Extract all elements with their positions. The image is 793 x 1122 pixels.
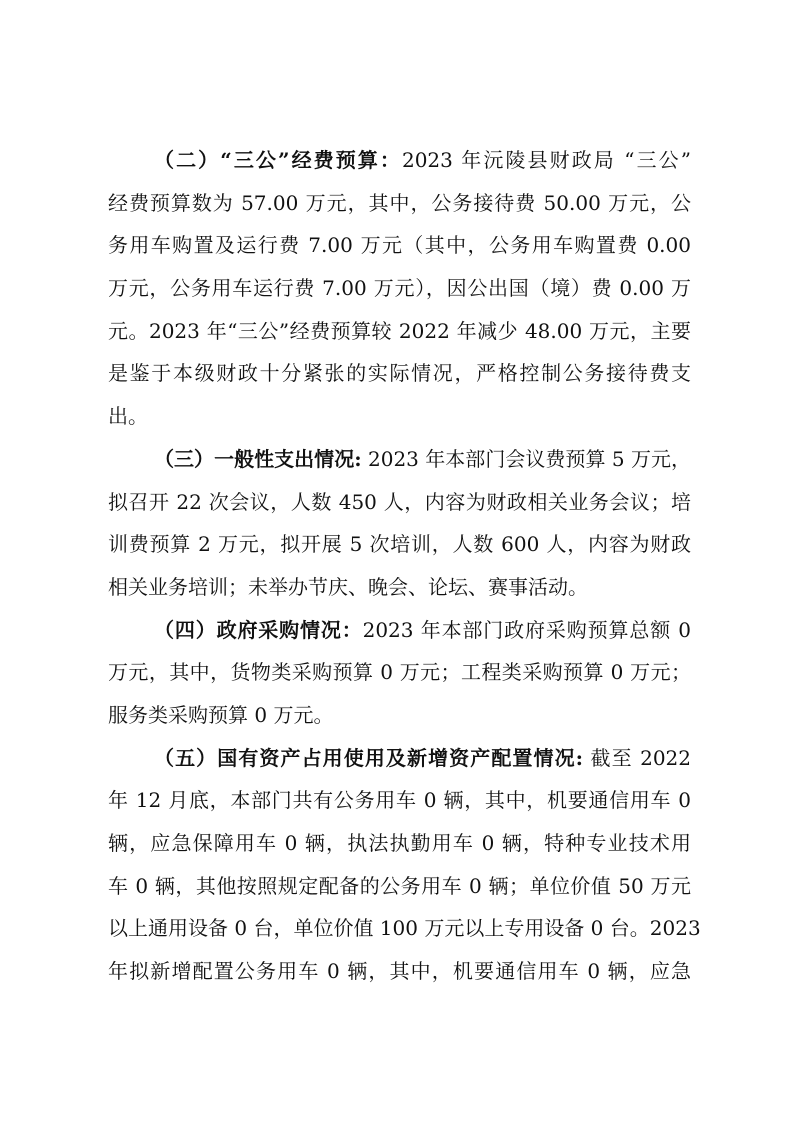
line-text: 出。 (108, 404, 148, 429)
text-line (108, 395, 691, 438)
text-line (108, 481, 691, 524)
line-text: 车 0 辆，其他按照规定配备的公务用车 0 辆；单位价值 50 万元 (108, 873, 691, 898)
text-line (108, 182, 691, 225)
line-text: 拟召开 22 次会议，人数 450 人，内容为财政相关业务会议；培 (108, 489, 691, 514)
text-line (108, 737, 691, 780)
line-text: 以上通用设备 0 台，单位价值 100 万元以上专用设备 0 台。2023 (108, 916, 701, 941)
line-text: 务用车购置及运行费 7.00 万元（其中，公务用车购置费 0.00 (108, 233, 691, 258)
line-text: 经费预算数为 57.00 万元，其中，公务接待费 50.00 万元，公 (108, 190, 691, 215)
text-line (108, 566, 691, 609)
text-line (108, 523, 691, 566)
text-line (108, 950, 691, 993)
text-line (108, 907, 701, 950)
section-heading: （五）国有资产占用使用及新增资产配置情况: (154, 745, 584, 770)
text-line (108, 438, 691, 481)
line-text: 相关业务培训；未举办节庆、晚会、论坛、赛事活动。 (108, 574, 588, 599)
text-line (108, 779, 691, 822)
document-page (108, 139, 701, 993)
section-heading: （二）“三公”经费预算： (154, 148, 402, 172)
line-text: 2023 年沅陵县财政局 “三公” (401, 148, 691, 172)
text-line (108, 822, 691, 865)
text-line (108, 139, 691, 182)
text-line (108, 267, 691, 310)
paragraph (108, 737, 701, 993)
section-heading: （三）一般性支出情况: (154, 446, 362, 471)
paragraph (108, 139, 691, 438)
paragraph (108, 609, 691, 737)
line-text: 辆，应急保障用车 0 辆，执法执勤用车 0 辆，特种专业技术用 (108, 831, 691, 855)
line-text: 训费预算 2 万元，拟开展 5 次培训，人数 600 人，内容为财政 (108, 532, 691, 557)
section-heading: （四）政府采购情况： (154, 617, 363, 642)
line-text: 服务类采购预算 0 万元。 (108, 702, 334, 727)
line-text: 是鉴于本级财政十分紧张的实际情况，严格控制公务接待费支 (108, 361, 691, 386)
text-line (108, 609, 691, 652)
line-text: 年 12 月底，本部门共有公务用车 0 辆，其中，机要通信用车 0 (108, 788, 691, 813)
text-line (108, 310, 691, 353)
line-text: 截至 2022 (583, 745, 691, 770)
text-line (108, 352, 691, 395)
line-text: 2023 年本部门会议费预算 5 万元， (361, 446, 691, 471)
line-text: 年拟新增配置公务用车 0 辆，其中，机要通信用车 0 辆，应急 (108, 959, 691, 984)
text-line (108, 865, 691, 908)
line-text: 2023 年本部门政府采购预算总额 0 (362, 617, 691, 642)
text-line (108, 224, 691, 267)
line-text: 万元，公务用车运行费 7.00 万元），因公出国（境）费 0.00 万 (108, 276, 691, 301)
paragraph (108, 438, 691, 609)
line-text: 万元，其中，货物类采购预算 0 万元；工程类采购预算 0 万元； (108, 660, 691, 685)
text-line (108, 694, 691, 737)
text-line (108, 651, 691, 694)
line-text: 元。2023 年“三公”经费预算较 2022 年减少 48.00 万元，主要 (108, 318, 691, 343)
